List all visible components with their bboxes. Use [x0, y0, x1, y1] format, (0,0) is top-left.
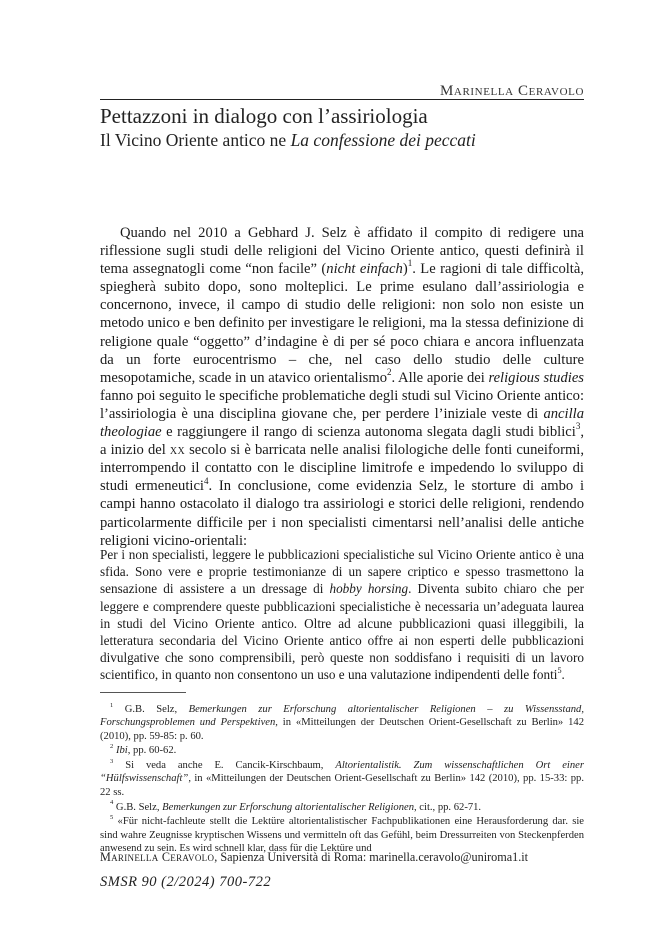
- article-subtitle: [100, 129, 476, 151]
- affiliation-details: , Sapienza Università di Roma: marinella.ceravolo@uniroma1.it: [214, 850, 529, 864]
- article-title: Pettazzoni in dialogo con l’assiriologia: [100, 104, 428, 128]
- footnote-ref-4[interactable]: 4: [203, 475, 209, 486]
- footnote-3: $^3$ Si veda anche E. Cancik-Kirschbaum, Altorientalistik. Zum wissenschaftlichen Ort einer “Hülfswissenschaft”, in «Mitteilungen der Deutschen Orient-Gesellschaft zu Berlin» 142 (2010), pp. 15-33: pp. 22 ss.: [100, 758, 584, 798]
- author-affiliation: [100, 850, 528, 865]
- body-paragraph: Quando nel 2010 a Gebhard J. Selz è affidato il compito di redigere una riflessione sugli studi delle religioni del Vicino Oriente antico, questi definirà il tema assegnatogli come “non facile” (nicht einfach)$^1$. Le ragioni di tale difficoltà, spiegherà subito dopo, sono molteplici. Le prime esulano dall’assiriologia e concernono, invece, il campo di studio delle religioni: non solo non esiste un metodo unico e ben definito per investigare le religioni, ma la stessa definizione di religione quale “oggetto” d’indagine è di per sé poco chiara e ancora influenzata da un forte eurocentrismo – che, nel caso dello studio delle culture mesopotamiche, scade in un atavico orientalismo$^2$. Alle aporie dei religious studies fanno poi seguito le specifiche problematiche degli studi sul Vicino Oriente antico: l’assiriologia è una disciplina giovane che, per perdere l’iniziale veste di ancilla theologiae e raggiungere il rango di scienza autonoma slegata dagli studi biblici$^3$, a inizio del xx secolo si è barricata nelle analisi filologiche delle fonti cuneiformi, interrompendo il contatto con le discipline limitrofe e impedendo lo sviluppo di studi ermeneutici$^4$. In conclusione, come evidenzia Selz, le storture di ambo i campi hanno ostacolato il dialogo tra assiriologi e storici delle religioni, rendendo particolarmente difficile per i non specialisti cimentarsi nell’analisi delle antiche religioni vicino-orientali:: [100, 225, 584, 549]
- footnote-2: $^2$ Ibi, pp. 60-62.: [110, 743, 177, 757]
- footnote-5: $^5$ «Für nicht-fachleute stellt die Lektüre altorientalistischer Fachpublikationen eine Herausforderung dar. sie sind wahre Zeugnisse kryptischen Wissens und vermitteln oft das Gefühl, beim Dressurreiten von Steckenpferden anwesend zu sein. Es wird schnell klar, dass für die Lektüre und: [100, 814, 584, 854]
- footnote-ref-3[interactable]: 3: [575, 421, 581, 432]
- footnote-separator: [100, 692, 186, 693]
- subtitle-italic: La confessione dei peccati: [290, 130, 476, 150]
- subtitle-prefix: Il Vicino Oriente antico ne: [100, 130, 291, 150]
- journal-citation: SMSR 90 (2/2024) 700-722: [100, 874, 272, 890]
- footnote-4: $^4$ G.B. Selz, Bemerkungen zur Erforschung altorientalischer Religionen, cit., pp. 62-71.: [110, 799, 482, 813]
- footnote-ref-1[interactable]: 1: [407, 258, 413, 269]
- footnotes: [100, 703, 584, 857]
- header-rule: [100, 99, 584, 100]
- footnote-ref-2[interactable]: 2: [387, 367, 392, 377]
- running-header-author: Marinella Ceravolo: [439, 83, 584, 99]
- affiliation-name: Marinella Ceravolo: [100, 850, 215, 864]
- footnote-ref-5[interactable]: 5: [557, 666, 562, 676]
- footnote-1: $^1$ G.B. Selz, Bemerkungen zur Erforschung altorientalischer Religionen – zu Wissensstand, Forschungsproblemen und Perspektiven, in «Mitteilungen der Deutschen Orient-Gesellschaft zu Berlin» 142 (2010), pp. 59-85: p. 60.: [100, 701, 584, 742]
- block-quote: Per i non specialisti, leggere le pubblicazioni specialistiche sul Vicino Oriente antico è una sfida. Sono vere e proprie testimonianze di un sapere criptico e spesso trasmettono la sensazione di assistere a un dressage di hobby horsing. Diventa subito chiaro che per leggere e comprendere queste pubblicazioni specialistiche è necessaria un’adeguata laurea in studi del Vicino Oriente antico. Oltre ad alcune pubblicazioni quasi illeggibili, la letteratura secondaria del Vicino Oriente antico offre ai non esperti delle pubblicazioni divulgative che sono comprensibili, però queste non soddisfano i requisiti di un lavoro scientifico, in quanto non consentono un uso e una valutazione indipendenti delle fonti$^5$.: [100, 547, 585, 683]
